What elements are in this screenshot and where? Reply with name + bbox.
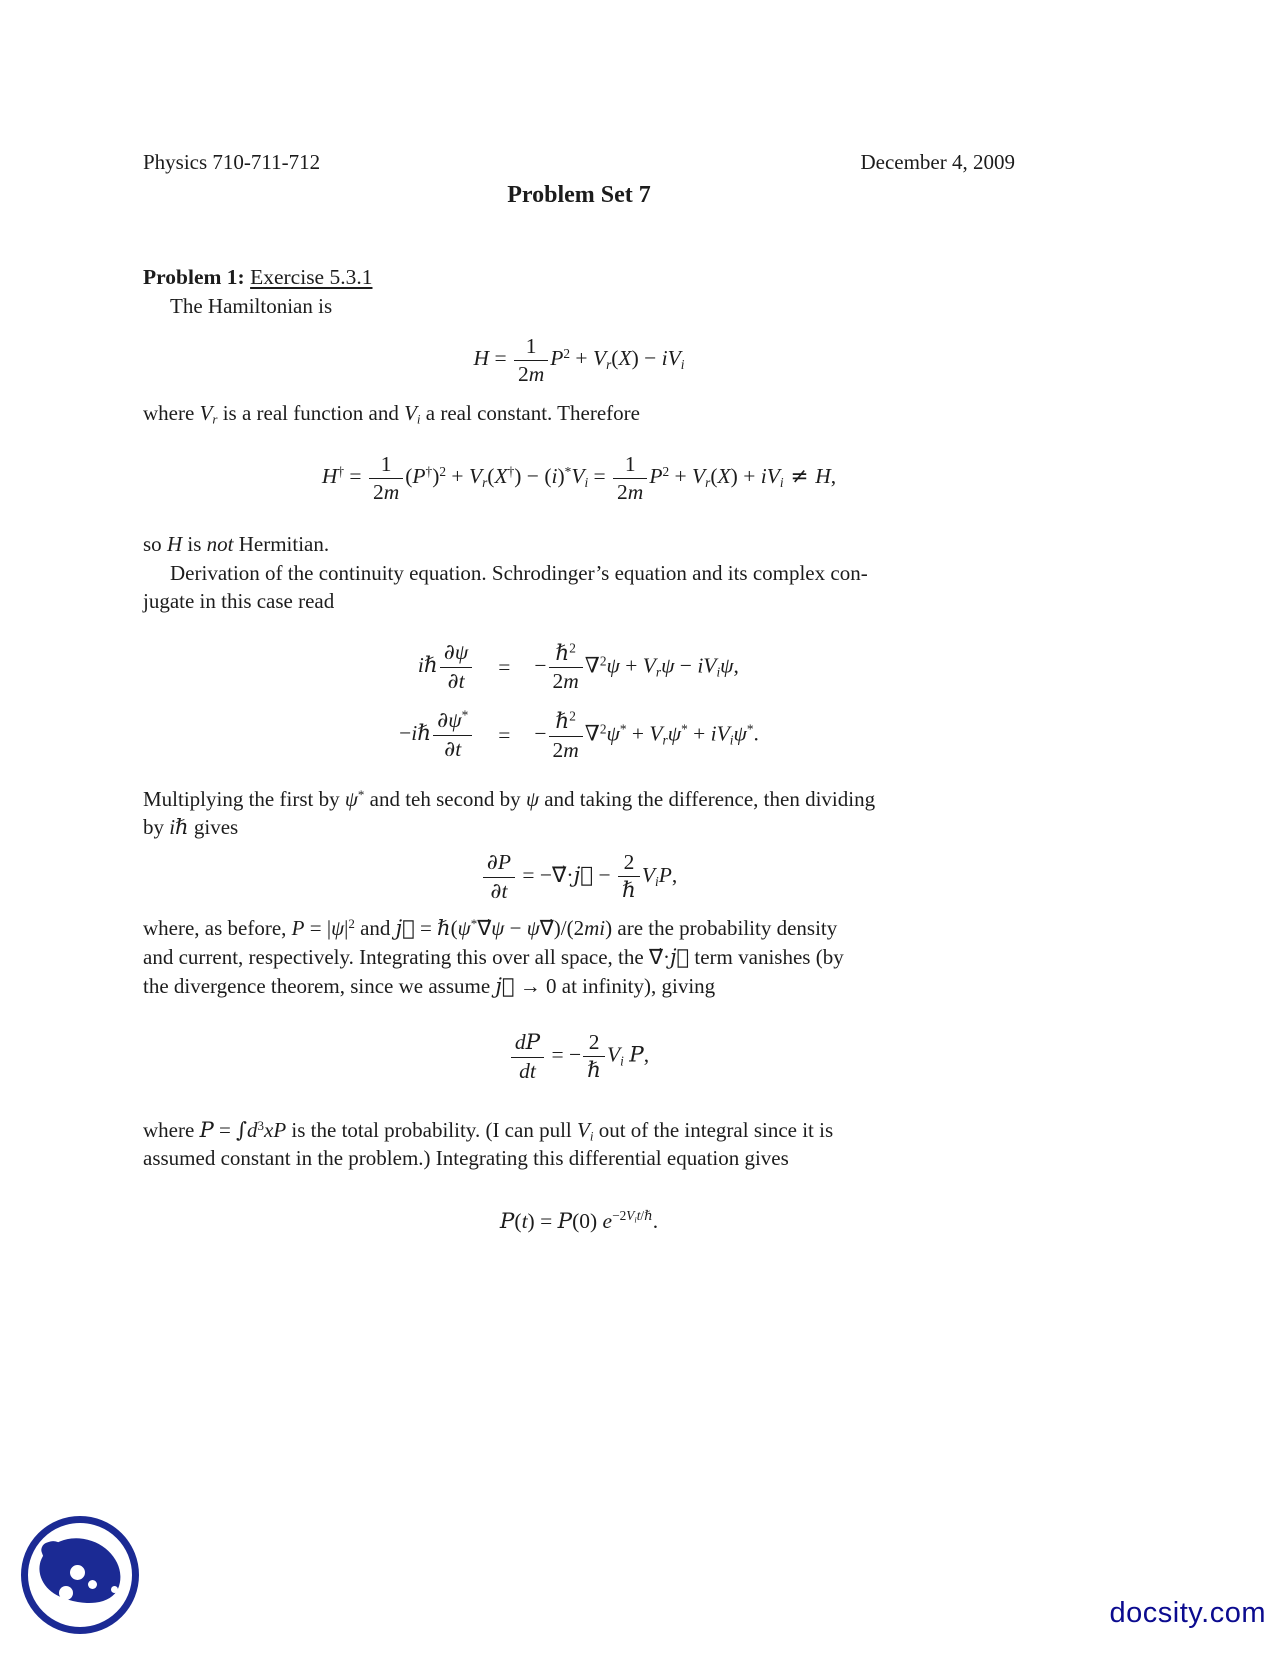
schrodinger-eq1-equals: = <box>498 654 511 679</box>
problem-label: Problem 1: <box>143 265 245 290</box>
equation-solution: P(t) = P(0) $e^{-2V_it/\hbar}$. <box>499 1208 659 1234</box>
ocarina-hole-icon <box>88 1580 97 1589</box>
para-density-1: where, as before, $P = |\psi|^2$ and j⃗ = ℏ(ψ*∇⃗ψ − ψ∇⃗)/(2mi) are the probability density <box>143 916 838 941</box>
equation-continuity: $\frac{\partial P}{\partial t}$ = −∇⃗·j⃗ − $\frac{2}{\text{ℏ}}$ $V_iP$, <box>143 850 1015 904</box>
problem-heading <box>143 263 1015 292</box>
para-density-2: and current, respectively. Integrating this over all space, the ∇⃗·j⃗ term vanishes (by <box>143 944 844 969</box>
schrodinger-eq2-rhs: − $\frac{\hbar^2}{2m}$ $\nabla^2\psi^* + V_r\psi^* + iV_i\psi^*$. <box>534 708 759 762</box>
para-total-2: assumed constant in the problem.) Integrating this differential equation gives <box>143 1146 789 1171</box>
equation-hamiltonian: H = $\frac{1}{2m}$ $P^2 + V_r(X) - iV_i$ <box>473 333 685 386</box>
equation-total-probability: $\frac{dP}{dt}$ = − $\frac{2}{\text{ℏ}}$ $V_i$ P, <box>143 1030 1015 1083</box>
equations-schrodinger-pair <box>143 640 1015 763</box>
ocarina-hole-icon <box>79 1608 90 1619</box>
para-multiplying-1: Multiplying the first by ψ* and teh second by ψ and taking the difference, then dividing <box>143 786 876 811</box>
para-total-1: where $P = \int d^3xP$ is the total probability. (I can pull $V_i$ out of the integral since it is <box>143 1117 834 1144</box>
schrodinger-eq1-rhs: − $\frac{\hbar^2}{2m}$ $\nabla^2\psi + V_r\psi - iV_i\psi$, <box>534 640 739 694</box>
para-not-hermitian: so H is not Hermitian. <box>143 532 330 557</box>
para-derivation-1: Derivation of the continuity equation. Schrodinger’s equation and its complex con- <box>170 560 868 585</box>
page-title: Problem Set 7 <box>507 181 651 208</box>
schrodinger-eq2-equals: = <box>498 723 511 748</box>
course-code: Physics 710-711-712 <box>143 150 321 174</box>
equation-hermitian-conjugate: H† = $\frac{1}{2m}$ $(P^\dagger)^2 + V_r(X^\dagger) - (i)^*V_i$ = $\frac{1}{2m}$ $P^2 + V_r(X) + iV_i \ne H$, <box>321 451 837 504</box>
para-multiplying-2: by iℏ gives <box>143 815 239 840</box>
ocarina-hole-icon <box>59 1586 73 1600</box>
schrodinger-eq2-lhs: −iℏ $\frac{\partial\psi^*}{\partial t}$ <box>399 708 474 762</box>
exercise-reference: Exercise 5.3.1 <box>250 265 373 290</box>
document-content <box>143 148 1015 1236</box>
header <box>143 148 1015 177</box>
para-derivation-2: jugate in this case read <box>143 589 335 614</box>
para-real-function: where $V_r$ is a real function and $V_i$ a real constant. Therefore <box>143 401 640 428</box>
hamiltonian-intro-line: The Hamiltonian is <box>170 294 333 319</box>
schrodinger-eq1-lhs: iℏ $\frac{\partial\psi}{\partial t}$ <box>418 640 474 694</box>
header-date: December 4, 2009 <box>860 150 1015 174</box>
para-density-3: the divergence theorem, since we assume j⃗ → 0 at infinity), giving <box>143 973 716 998</box>
ocarina-hole-icon <box>111 1586 118 1593</box>
docsity-link[interactable]: docsity.com <box>1109 1597 1266 1629</box>
ocarina-hole-icon <box>70 1565 85 1580</box>
docsity-logo[interactable] <box>21 1516 139 1634</box>
